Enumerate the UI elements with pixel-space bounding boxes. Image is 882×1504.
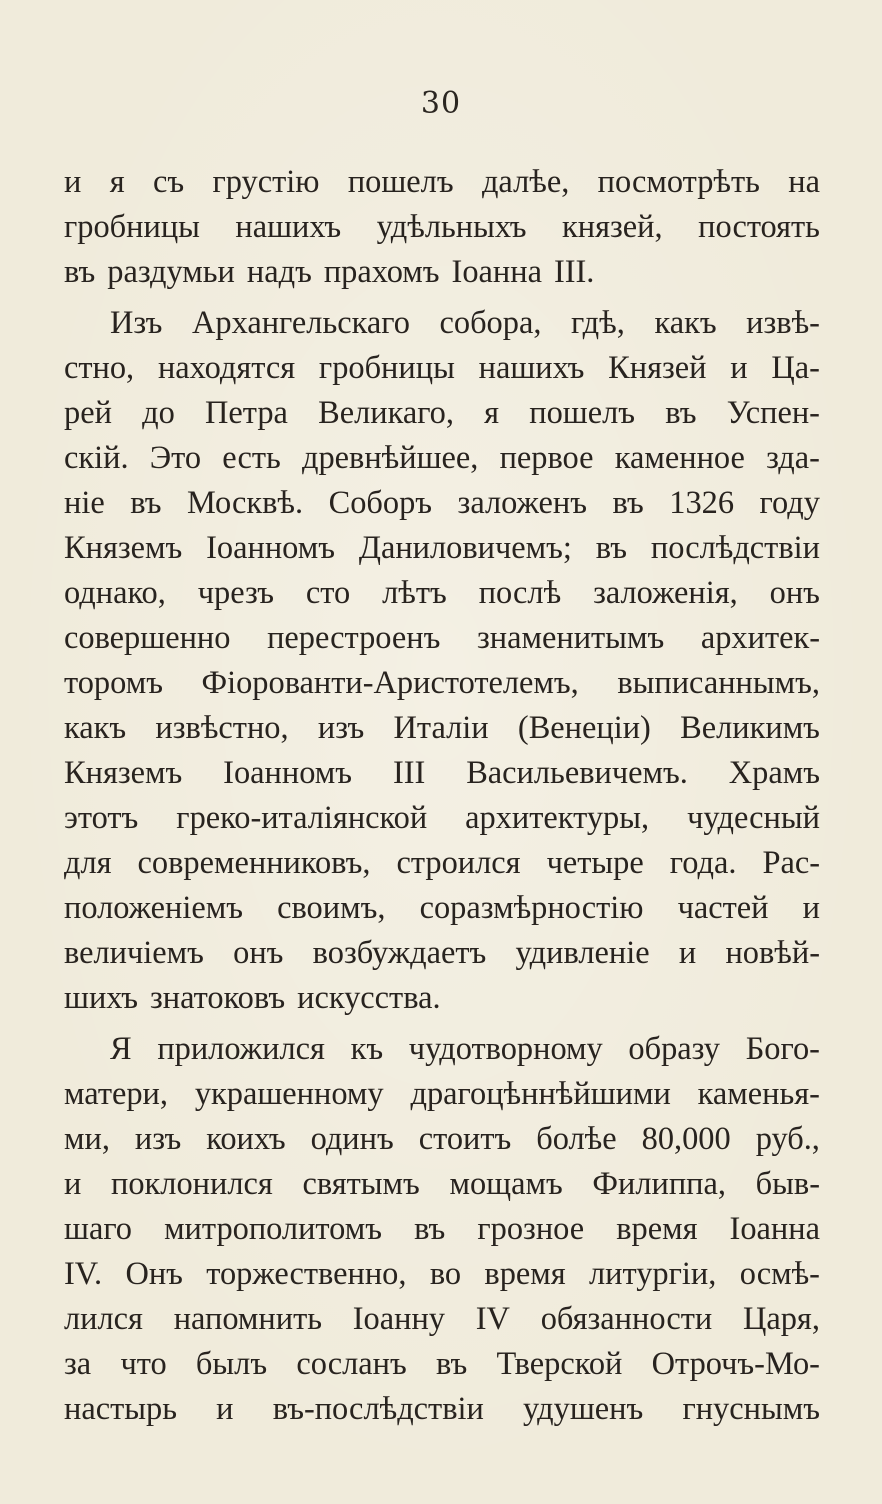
word: первое <box>499 440 594 476</box>
word: знатоковъ <box>150 980 286 1016</box>
text-line <box>64 1387 820 1432</box>
word: въ <box>414 1211 446 1247</box>
text-line <box>64 796 820 841</box>
word: литургіи, <box>589 1256 717 1292</box>
text-line <box>64 250 820 295</box>
word: на <box>788 164 820 200</box>
word: Рас- <box>762 845 820 881</box>
word: я <box>484 395 500 431</box>
word: Ца- <box>771 350 820 386</box>
body-text <box>64 160 820 1432</box>
word: положеніемъ <box>64 890 243 926</box>
word: Бого- <box>745 1031 820 1067</box>
paragraph <box>64 160 820 295</box>
word: митрополитомъ <box>164 1211 382 1247</box>
word: Іоанну <box>352 1301 445 1337</box>
text-line <box>64 661 820 706</box>
word: находятся <box>157 350 296 386</box>
word: Княземъ <box>64 755 183 791</box>
word: далѣе, <box>481 164 570 200</box>
word: прахомъ <box>323 254 440 290</box>
word: и <box>64 164 82 200</box>
word: Великимъ <box>680 710 820 746</box>
word: настырь <box>64 1391 177 1427</box>
word: въ <box>665 395 697 431</box>
word: Фіорованти-Аристотелемъ, <box>201 665 579 701</box>
word: онъ <box>769 575 820 611</box>
word: искусства. <box>297 980 441 1016</box>
word: грозное <box>477 1211 585 1247</box>
word: зда- <box>766 440 820 476</box>
word: шаго <box>64 1211 132 1247</box>
word: современниковъ, <box>137 845 371 881</box>
word: соразмѣрностію <box>419 890 644 926</box>
word: совершенно <box>64 620 231 656</box>
word: украшенному <box>194 1076 384 1112</box>
word: стно, <box>64 350 135 386</box>
word: Москвѣ. <box>187 485 304 521</box>
word: въ <box>436 1346 468 1382</box>
word: III <box>392 755 426 791</box>
word: возбуждаетъ <box>312 935 487 971</box>
word: выписаннымъ, <box>617 665 820 701</box>
word: что <box>120 1346 167 1382</box>
text-line <box>64 616 820 661</box>
word: изъ <box>134 1121 182 1157</box>
word: сто <box>305 575 351 611</box>
word: Я <box>110 1031 132 1067</box>
word: частей <box>677 890 769 926</box>
word: онъ <box>233 935 284 971</box>
word: образу <box>628 1031 720 1067</box>
word: извѣстно, <box>155 710 289 746</box>
word: коихъ <box>206 1121 286 1157</box>
text-line <box>64 1207 820 1252</box>
word: перестроенъ <box>267 620 441 656</box>
word: удѣльныхъ <box>376 209 527 245</box>
text-line <box>64 931 820 976</box>
word: Іоанномъ <box>206 530 335 566</box>
word: поклонился <box>111 1166 273 1202</box>
word: Княземъ <box>64 530 183 566</box>
word: и <box>678 935 697 971</box>
word: грустію <box>212 164 320 200</box>
word: быв- <box>755 1166 820 1202</box>
text-line <box>64 976 820 1021</box>
word: пошелъ <box>529 395 636 431</box>
word: я <box>109 164 125 200</box>
text-line <box>64 391 820 436</box>
text-line <box>64 1027 820 1072</box>
word: Онъ <box>125 1256 183 1292</box>
word: 80,000 <box>641 1121 731 1157</box>
word: и <box>64 1166 82 1202</box>
word: за <box>64 1346 92 1382</box>
word: приложился <box>157 1031 325 1067</box>
word: своимъ, <box>277 890 386 926</box>
word: шихъ <box>64 980 138 1016</box>
word: знаменитымъ <box>476 620 665 656</box>
word: архитектуры, <box>465 800 650 836</box>
word: Отрочъ-Мо- <box>651 1346 820 1382</box>
text-line <box>64 1117 820 1162</box>
word: стоитъ <box>418 1121 512 1157</box>
word: руб., <box>755 1121 820 1157</box>
word: Храмъ <box>728 755 820 791</box>
word: IV. <box>64 1256 103 1292</box>
word: былъ <box>195 1346 268 1382</box>
word: чрезъ <box>197 575 274 611</box>
word: греко-италіянской <box>176 800 428 836</box>
word: постоять <box>698 209 820 245</box>
word: Іоанна <box>729 1211 820 1247</box>
word: гдѣ, <box>571 305 625 341</box>
text-line <box>64 751 820 796</box>
word: время <box>616 1211 698 1247</box>
word: Іоанна <box>451 254 542 290</box>
text-line <box>64 841 820 886</box>
word: обязанности <box>540 1301 713 1337</box>
word: въ <box>612 485 644 521</box>
word: ми, <box>64 1121 110 1157</box>
word: гробницы <box>64 209 200 245</box>
text-line <box>64 301 820 346</box>
word: какъ <box>64 710 127 746</box>
page-number: 30 <box>420 86 462 121</box>
word: года. <box>669 845 737 881</box>
word: князей, <box>562 209 663 245</box>
word: скій. <box>64 440 129 476</box>
word: Это <box>149 440 202 476</box>
word: (Венеціи) <box>517 710 651 746</box>
text-line <box>64 436 820 481</box>
word: чудотворному <box>408 1031 603 1067</box>
word: время <box>484 1256 566 1292</box>
word: изъ <box>317 710 365 746</box>
word: строился <box>396 845 521 881</box>
paragraph <box>64 301 820 1021</box>
word: Іоанномъ <box>223 755 353 791</box>
word: удивленіе <box>515 935 650 971</box>
word: Тверской <box>496 1346 623 1382</box>
word: и <box>802 890 820 926</box>
word: мощамъ <box>449 1166 563 1202</box>
word: извѣ- <box>746 305 820 341</box>
word: ніе <box>64 485 105 521</box>
text-line <box>64 205 820 250</box>
word: матери, <box>64 1076 168 1112</box>
word: Петра <box>205 395 288 431</box>
text-line <box>64 886 820 931</box>
word: нашихъ <box>235 209 342 245</box>
word: и <box>216 1391 234 1427</box>
word: и <box>730 350 748 386</box>
text-line <box>64 706 820 751</box>
word: заложенъ <box>457 485 587 521</box>
word: лѣтъ <box>382 575 447 611</box>
word: Филиппа, <box>592 1166 726 1202</box>
word: торомъ <box>64 665 163 701</box>
word: новѣй- <box>725 935 820 971</box>
word: надъ <box>246 254 312 290</box>
word: осмѣ- <box>739 1256 820 1292</box>
text-line <box>64 1162 820 1207</box>
word: удушенъ <box>523 1391 644 1427</box>
word: Италіи <box>393 710 489 746</box>
word: Царя, <box>742 1301 820 1337</box>
text-line <box>64 526 820 571</box>
word: величіемъ <box>64 935 204 971</box>
text-line <box>64 1252 820 1297</box>
word: во <box>429 1256 462 1292</box>
word: напомнить <box>173 1301 322 1337</box>
word: святымъ <box>302 1166 420 1202</box>
word: древнѣйшее, <box>301 440 479 476</box>
word: рей <box>64 395 112 431</box>
word: въ <box>130 485 162 521</box>
word: съ <box>152 164 185 200</box>
word: 1326 <box>669 485 735 521</box>
word: IV <box>475 1301 510 1337</box>
word: заложенія, <box>593 575 738 611</box>
word: Изъ <box>110 305 163 341</box>
word: году <box>759 485 820 521</box>
word: лился <box>64 1301 143 1337</box>
word: посмотрѣть <box>597 164 760 200</box>
word: раздумьи <box>107 254 235 290</box>
word: есть <box>222 440 281 476</box>
text-line <box>64 1297 820 1342</box>
word: гнуснымъ <box>682 1391 820 1427</box>
paragraph <box>64 1027 820 1432</box>
word: каменья- <box>697 1076 820 1112</box>
word: въ <box>64 254 96 290</box>
word: пошелъ <box>347 164 454 200</box>
word: до <box>142 395 175 431</box>
text-line <box>64 160 820 205</box>
word: чудесный <box>687 800 820 836</box>
word: каменное <box>614 440 745 476</box>
word: Успен- <box>726 395 820 431</box>
word: послѣ <box>478 575 562 611</box>
word: сосланъ <box>296 1346 407 1382</box>
text-line <box>64 346 820 391</box>
word: Архангельскаго <box>191 305 410 341</box>
word: какъ <box>654 305 717 341</box>
word: болѣе <box>536 1121 617 1157</box>
word: въ <box>595 530 627 566</box>
word: однако, <box>64 575 166 611</box>
word: четыре <box>546 845 644 881</box>
word: послѣдствіи <box>650 530 820 566</box>
word: Князей <box>608 350 707 386</box>
text-line <box>64 1072 820 1117</box>
word: драгоцѣннѣйшими <box>410 1076 671 1112</box>
word: Даниловичемъ; <box>358 530 572 566</box>
word: гробницы <box>318 350 455 386</box>
text-line <box>64 571 820 616</box>
word: въ-послѣдствіи <box>272 1391 484 1427</box>
word: архитек- <box>700 620 820 656</box>
word: для <box>64 845 112 881</box>
word: одинъ <box>310 1121 394 1157</box>
word: Соборъ <box>328 485 433 521</box>
word: этотъ <box>64 800 139 836</box>
word: къ <box>350 1031 384 1067</box>
text-line <box>64 1342 820 1387</box>
word: торжественно, <box>206 1256 407 1292</box>
word: Великаго, <box>318 395 454 431</box>
text-line <box>64 481 820 526</box>
word: нашихъ <box>478 350 585 386</box>
word: III. <box>553 254 595 290</box>
word: собора, <box>439 305 542 341</box>
word: Васильевичемъ. <box>466 755 688 791</box>
